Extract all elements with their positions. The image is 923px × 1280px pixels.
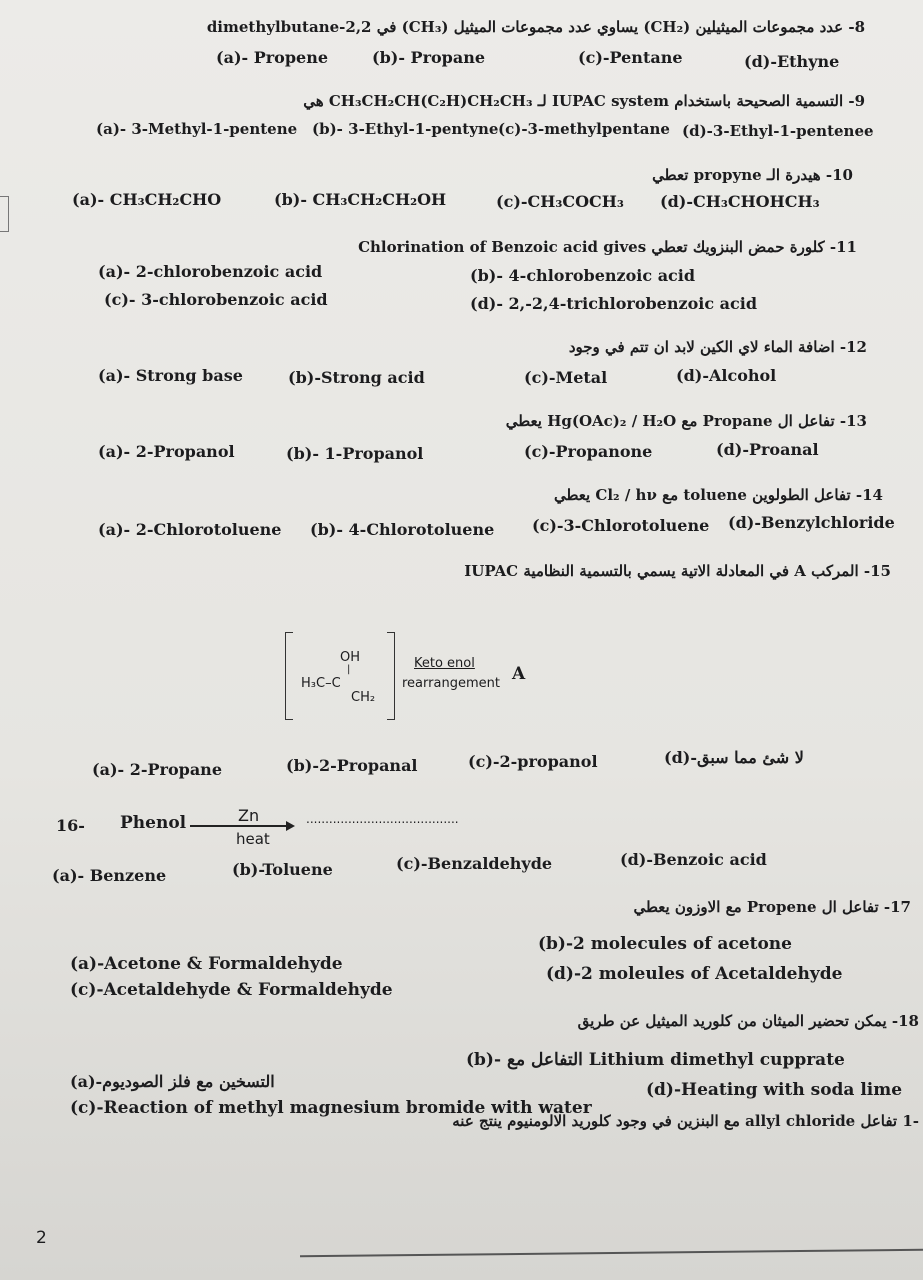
q13-option-a[interactable]: (a)- 2-Propanol [98,442,235,461]
phenol-label: Phenol [120,813,187,833]
q18-option-a[interactable]: (a)-التسخين مع فلز الصوديوم [70,1072,275,1091]
q10-option-b[interactable]: (b)- CH₃CH₂CH₂OH [274,190,447,209]
bracket-left [285,632,293,720]
q17-option-b[interactable]: (b)-2 molecules of acetone [538,934,792,954]
q16-option-a[interactable]: (a)- Benzene [52,866,167,885]
q14-option-c[interactable]: (c)-3-Chlorotoluene [532,516,710,535]
q9-option-c[interactable]: (c)-3-methylpentane [498,120,670,138]
q13-option-c[interactable]: (c)-Propanone [524,442,653,461]
q14-option-b[interactable]: (b)- 4-Chlorotoluene [310,520,495,539]
zn-label: Zn [238,806,260,825]
q8-option-b[interactable]: (b)- Propane [372,48,486,67]
product-a: A [512,664,526,684]
rearrangement-label: rearrangement [402,676,500,691]
q9-option-a[interactable]: (a)- 3-Methyl-1-pentene [96,120,298,138]
q10-option-d[interactable]: (d)-CH₃CHOHCH₃ [660,192,820,211]
q15-option-a[interactable]: (a)- 2-Propane [92,760,222,779]
q12-option-b[interactable]: (b)-Strong acid [288,368,425,387]
q17-option-c[interactable]: (c)-Acetaldehyde & Formaldehyde [70,980,393,1000]
answer-blank[interactable]: ........................................ [306,812,459,826]
q15-option-b[interactable]: (b)-2-Propanal [286,756,418,775]
q16-option-b[interactable]: (b)-Toluene [232,860,333,879]
bond-mark: | [347,664,351,675]
question-15-stem: 15- المركب A في المعادلة الاتية يسمي بالتسمية النظامية IUPAC [464,562,891,580]
q17-option-d[interactable]: (d)-2 moleules of Acetaldehyde [546,964,843,984]
q18-option-b[interactable]: (b)- التفاعل مع Lithium dimethyl cupprate [466,1050,845,1070]
question-9-stem: 9- التسمية الصحيحة باستخدام IUPAC system لـ CH₃CH₂CH(C₂H)CH₂CH₃ هي [303,92,865,110]
q11-option-d[interactable]: (d)- 2,-2,4-trichlorobenzoic acid [470,294,758,313]
heat-label: heat [236,830,270,848]
keto-enol-label: Keto enol [414,656,475,671]
q15-option-c[interactable]: (c)-2-propanol [468,752,598,771]
q12-option-d[interactable]: (d)-Alcohol [676,366,777,385]
question-11-stem: 11- كلورة حمض البنزويك تعطي Chlorination of Benzoic acid gives [358,238,857,256]
question-16-number: 16- [56,816,85,835]
enol-structure [285,632,395,722]
q14-option-d[interactable]: (d)-Benzylchloride [728,513,895,532]
oh-label: OH [340,650,361,665]
q17-option-a[interactable]: (a)-Acetone & Formaldehyde [70,954,343,974]
question-17-stem: 17- تفاعل ال Propene مع الاوزون يعطي [633,898,911,916]
q14-option-a[interactable]: (a)- 2-Chlorotoluene [98,520,282,539]
q9-option-d[interactable]: (d)-3-Ethyl-1-pentenee [682,122,874,140]
question-10-stem: 10- هيدرة الـ propyne تعطي [652,166,853,184]
q8-option-d[interactable]: (d)-Ethyne [744,52,840,71]
q8-option-a[interactable]: (a)- Propene [216,48,329,67]
q16-option-d[interactable]: (d)-Benzoic acid [620,850,767,869]
ch2-label: CH₂ [351,690,376,705]
reaction-arrow [190,825,286,827]
margin-mark [0,196,9,232]
bracket-right [387,632,395,720]
q8-option-c[interactable]: (c)-Pentane [578,48,683,67]
h3c-label: H₃C–C [301,676,341,691]
question-13-stem: 13- تفاعل ال Propane مع Hg(OAc)₂ / H₂O يعطي [505,412,867,430]
q9-option-b[interactable]: (b)- 3-Ethyl-1-pentyne [312,120,499,138]
q11-option-b[interactable]: (b)- 4-chlorobenzoic acid [470,266,696,285]
q12-option-a[interactable]: (a)- Strong base [98,366,243,385]
question-18-stem: 18- يمكن تحضير الميثان من كلوريد الميثيل عن طريق [577,1012,919,1030]
q10-option-a[interactable]: (a)- CH₃CH₂CHO [72,190,222,209]
q11-option-c[interactable]: (c)- 3-chlorobenzoic acid [104,290,328,309]
q15-option-d[interactable]: (d)-لا شئ مما سبق [664,748,804,767]
q13-option-b[interactable]: (b)- 1-Propanol [286,444,424,463]
question-12-stem: 12- اضافة الماء لاي الكين لابد ان تتم في وجود [568,338,867,356]
question-19-stem: -1 تفاعل allyl chloride مع البنزين في وجود كلوريد الالومنيوم ينتج عنه [452,1112,919,1130]
q10-option-c[interactable]: (c)-CH₃COCH₃ [496,192,624,211]
q13-option-d[interactable]: (d)-Proanal [716,440,819,459]
q11-option-a[interactable]: (a)- 2-chlorobenzoic acid [98,262,323,281]
q18-option-d[interactable]: (d)-Heating with soda lime [646,1080,903,1100]
question-8-stem: 8- عدد مجموعات الميثيلين (CH₂) يساوي عدد مجموعات الميثيل (CH₃) في 2,2-dimethylbutane [206,18,865,36]
question-14-stem: 14- تفاعل الطولوين toluene مع Cl₂ / hν يعطي [553,486,883,504]
reaction-arrow-head [286,821,295,831]
q12-option-c[interactable]: (c)-Metal [524,368,608,387]
q18-option-c[interactable]: (c)-Reaction of methyl magnesium bromide with water [70,1098,592,1118]
q16-option-c[interactable]: (c)-Benzaldehyde [396,854,553,873]
page-number: 2 [36,1228,47,1248]
bottom-edge-line [300,1249,923,1258]
